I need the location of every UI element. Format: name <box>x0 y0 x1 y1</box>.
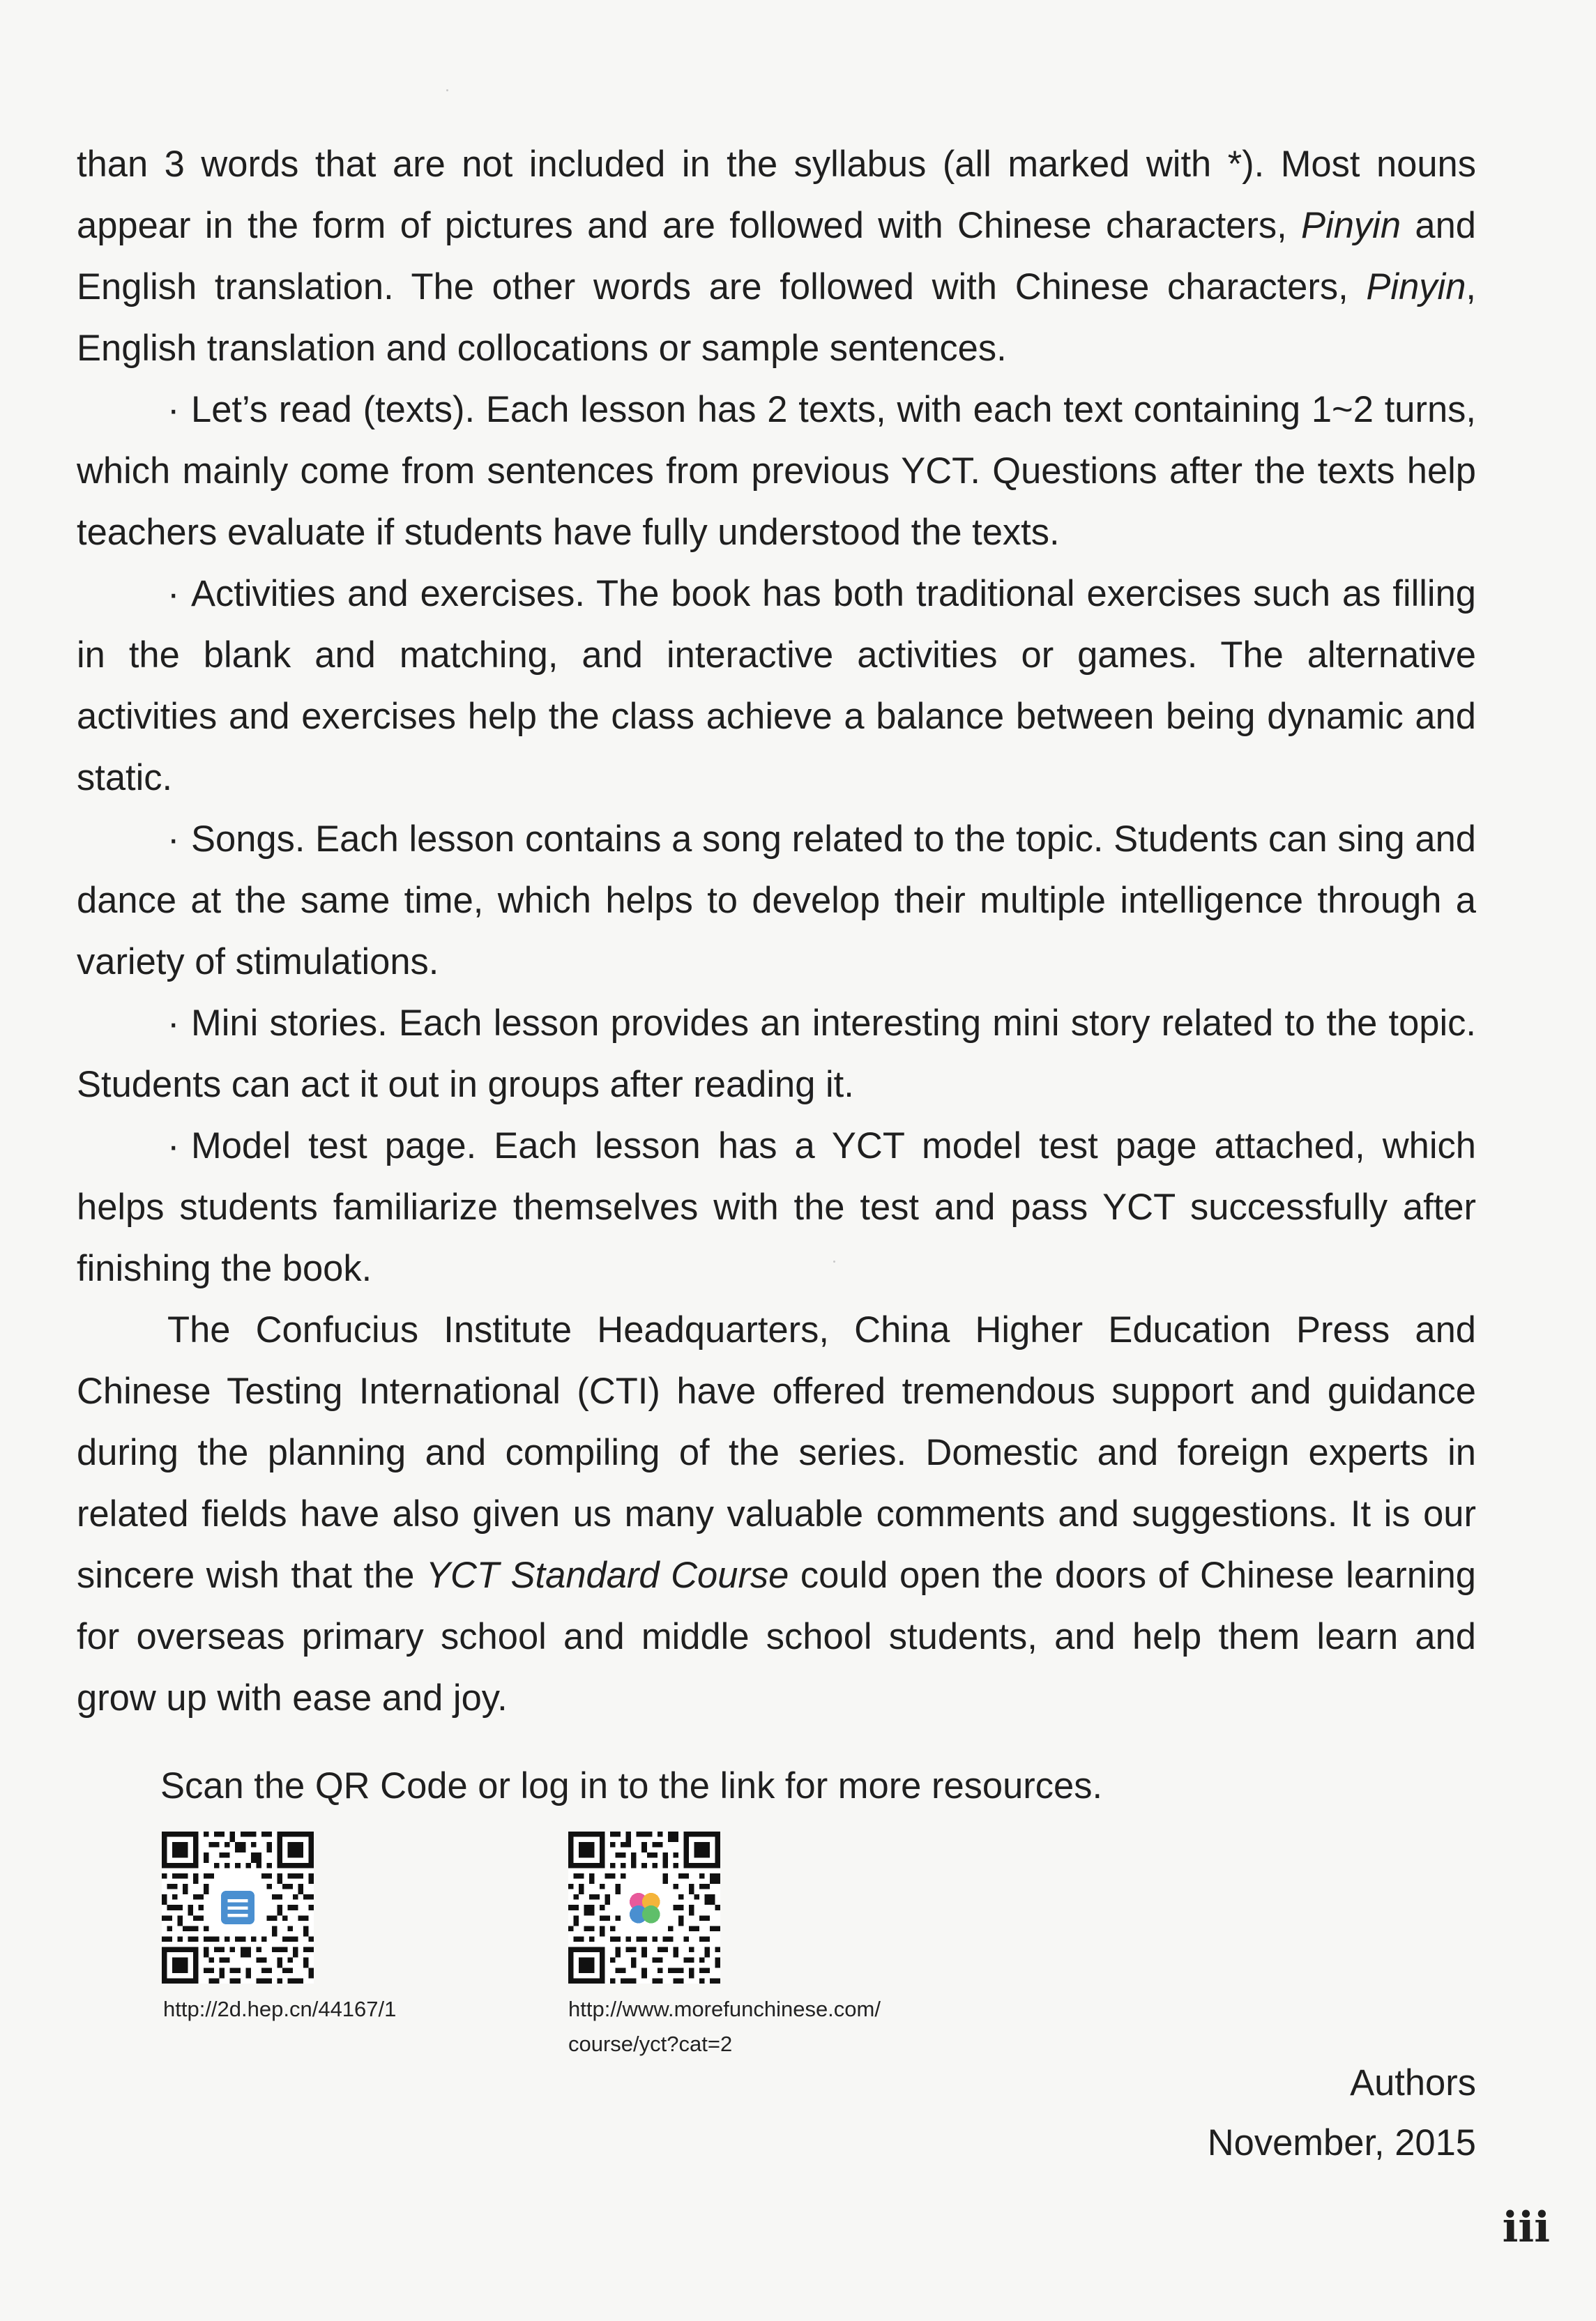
signature-date: November, 2015 <box>1207 2122 1476 2163</box>
paragraph-acknowledgements <box>77 1300 1476 1729</box>
signature-block <box>1208 2053 1476 2173</box>
qr-code-icon <box>162 1832 314 1984</box>
bullet-text: Model test page. Each lesson has a YCT model test page attached, which helps students familiarize themselves with the test and pass YCT successfully after finishing the book. <box>77 1125 1476 1289</box>
bullet-dot: · <box>167 389 180 430</box>
qr-code-morefunchinese[interactable] <box>568 1832 720 1984</box>
paragraph-text: could open the doors of Chinese learning for overseas primary school and middle school students, and help them learn and grow up with ease and joy. <box>77 1555 1476 1719</box>
signature-authors: Authors <box>1350 2062 1476 2103</box>
pinyin-term: Pinyin <box>1366 266 1466 307</box>
bullet-dot: · <box>167 1003 180 1044</box>
scan-speck <box>833 1261 835 1263</box>
paragraph-text: , English translation and collocations or sample sentences. <box>77 266 1476 369</box>
bullet-paragraph-texts <box>77 379 1476 563</box>
qr-link-line[interactable]: http://www.morefunchinese.com/ <box>568 1997 881 2021</box>
paragraph-text: The Confucius Institute Headquarters, China Higher Education Press and Chinese Testing International (CTI) have offered tremendous support and guidance during the planning and compiling of the series. Domestic and foreign experts in related fields have also given us many valuable comments and suggestions. It is our sincere wish that the <box>77 1309 1476 1596</box>
bullet-text: Activities and exercises. The book has both traditional exercises such as filling in the blank and matching, and interactive activities or games. The alternative activities and exercises help the class achieve a balance between being dynamic and static. <box>77 573 1476 798</box>
scan-speck <box>446 89 448 91</box>
bullet-paragraph-songs <box>77 809 1476 993</box>
qr-link-hep[interactable] <box>163 1992 396 2027</box>
bullet-text: Mini stories. Each lesson provides an interesting mini story related to the topic. Students can act it out in groups after reading it. <box>77 1003 1476 1105</box>
qr-code-icon <box>568 1832 720 1984</box>
bullet-dot: · <box>167 1125 180 1166</box>
bullet-paragraph-model-test <box>77 1116 1476 1300</box>
bullet-text: Songs. Each lesson contains a song related to the topic. Students can sing and dance at the same time, which helps to develop their multiple intelligence through a variety of stimulations. <box>77 819 1476 982</box>
qr-link-line[interactable]: http://2d.hep.cn/44167/1 <box>163 1997 397 2021</box>
paragraph-vocabulary <box>77 134 1476 379</box>
bullet-text: Let’s read (texts). Each lesson has 2 texts, with each text containing 1~2 turns, which mainly come from sentences from previous YCT. Questions after the texts help teachers evaluate if students have fully understood the texts. <box>77 389 1476 553</box>
page-number: iii <box>1502 2203 1550 2252</box>
paragraph-text: than 3 words that are not included in the syllabus (all marked with *). Most nouns appear in the form of pictures and are followed with Chinese characters, <box>77 144 1476 246</box>
qr-link-line[interactable]: course/yct?cat=2 <box>568 2032 733 2056</box>
pinyin-term: Pinyin <box>1301 205 1401 246</box>
qr-link-morefunchinese[interactable] <box>568 1992 881 2062</box>
bullet-dot: · <box>167 573 180 614</box>
qr-code-hep[interactable] <box>162 1832 314 1984</box>
paragraph-text: and English translation. The other words are followed with Chinese characters, <box>77 205 1477 307</box>
scan-instruction: Scan the QR Code or log in to the link for more resources. <box>160 1765 1103 1806</box>
bullet-paragraph-mini-stories <box>77 993 1476 1116</box>
preface-body <box>77 134 1476 1729</box>
bullet-paragraph-activities <box>77 563 1476 809</box>
bullet-dot: · <box>167 819 180 860</box>
book-title: YCT Standard Course <box>425 1555 789 1596</box>
